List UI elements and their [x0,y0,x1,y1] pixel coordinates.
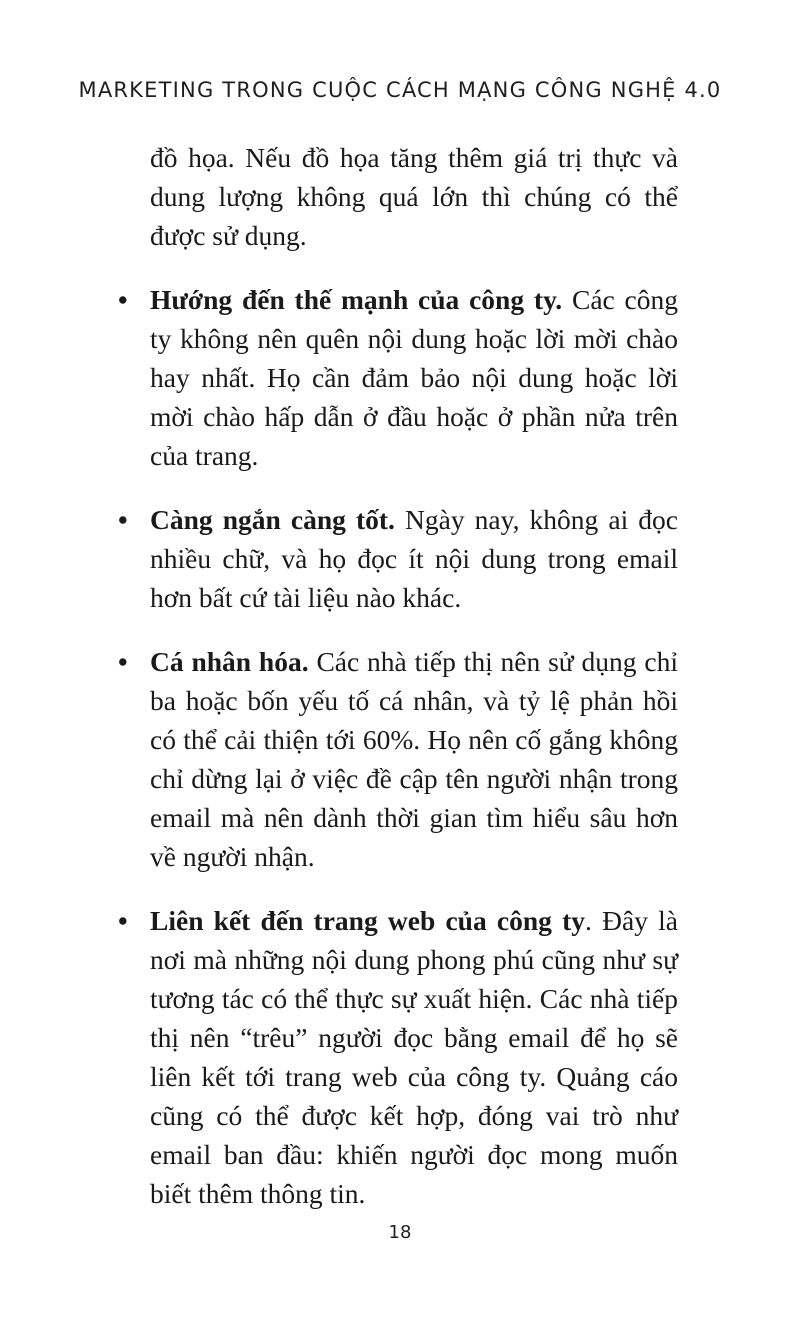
bullet-body: Các nhà tiếp thị nên sử dụng chỉ ba hoặc bốn yếu tố cá nhân, và tỷ lệ phản hồi có thể cải thiện tới 60%. Họ nên cố gắng không chỉ dừng lại ở việc đề cập tên người nhận trong email mà nên dành thời gian tìm hiểu sâu hơn về người nhận. [150,646,678,872]
bullet-marker: • [118,284,128,315]
bullet-title: Càng ngắn càng tốt. [150,504,395,535]
bullet-title: Cá nhân hóa. [150,646,309,677]
bullet-item-strengths [118,280,678,475]
running-header: MARKETING TRONG CUỘC CÁCH MẠNG CÔNG NGHỆ 4.0 [78,78,722,102]
bullet-title: Liên kết đến trang web của công ty [150,905,586,936]
bullet-body: Các công ty không nên quên nội dung hoặc lời mời chào hay nhất. Họ cần đảm bảo nội dung hoặc lời mời chào hấp dẫn ở đầu hoặc ở phần nửa trên của trang. [150,284,678,471]
bullet-body: Ngày nay, không ai đọc nhiều chữ, và họ đọc ít nội dung trong email hơn bất cứ tài liệu nào khác. [150,504,679,613]
continuation-paragraph: đồ họa. Nếu đồ họa tăng thêm giá trị thực và dung lượng không quá lớn thì chúng có thể được sử dụng. [150,142,678,251]
bullet-marker: • [118,905,128,936]
bullet-item-personalization [118,642,678,876]
page-number: 18 [388,1222,412,1243]
bullet-item-website-link [118,901,678,1213]
bullet-title: Hướng đến thế mạnh của công ty. [150,284,563,315]
bullet-marker: • [118,646,128,677]
bullet-marker: • [118,504,128,535]
bullet-item-shorter [118,500,678,617]
bullet-body: . Đây là nơi mà những nội dung phong phú cũng như sự tương tác có thể thực sự xuất hiện. Các nhà tiếp thị nên “trêu” người đọc bằng email để họ sẽ liên kết tới trang web của công ty. Quảng cáo cũng có thể được kết hợp, đóng vai trò như email ban đầu: khiến người đọc mong muốn biết thêm thông tin. [150,905,678,1209]
page-body [118,138,678,1213]
